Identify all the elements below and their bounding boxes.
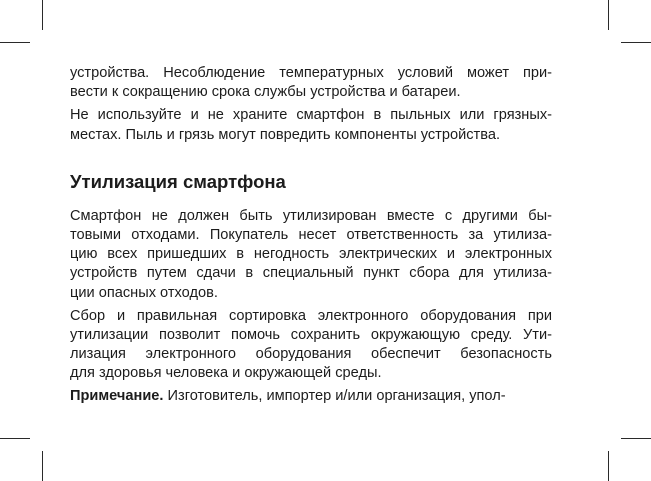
text-line: для здоровья человека и окружающей среды. (70, 365, 382, 382)
crop-mark-top-right-vertical (608, 0, 609, 30)
text-line: лизация электронного оборудования обеспечит безопасность (70, 346, 552, 363)
note-line (70, 387, 552, 406)
crop-mark-bottom-right-horizontal (621, 438, 651, 439)
text-line: Не используйте и не храните смартфон в пыльных или грязных- (70, 107, 552, 124)
text-line: вести к сокращению срока службы устройства и батареи. (70, 84, 461, 101)
paragraph-temperature-warning (70, 64, 552, 102)
text-line: местах. Пыль и грязь могут повредить компоненты устройства. (70, 126, 500, 143)
paragraph-disposal (70, 207, 552, 303)
section-heading: Утилизация смартфона (70, 170, 286, 192)
crop-mark-top-left-vertical (42, 0, 43, 30)
text-line: товыми отходами. Покупатель несет ответственность за утилиза- (70, 226, 552, 243)
paragraph-dust-warning (70, 106, 552, 144)
paragraph-note (70, 387, 552, 406)
text-line: устройств путем сдачи в специальный пункт сбора для утилиза- (70, 265, 552, 282)
crop-mark-bottom-right-vertical (608, 451, 609, 481)
text-line: Смартфон не должен быть утилизирован вместе с другими бы- (70, 207, 552, 224)
text-line: устройства. Несоблюдение температурных условий может при- (70, 65, 552, 81)
crop-mark-bottom-left-horizontal (0, 438, 30, 439)
crop-mark-top-right-horizontal (621, 42, 651, 43)
text-line: утилизации позволит помочь сохранить окружающую среду. Ути- (70, 326, 552, 343)
page-text (70, 64, 552, 411)
paragraph-recycling (70, 307, 552, 384)
note-text: Изготовитель, импортер и/или организация, упол- (163, 388, 506, 405)
text-line: цию всех пришедших в негодность электрических и электронных (70, 246, 552, 263)
crop-mark-top-left-horizontal (0, 42, 30, 43)
note-label: Примечание. (70, 388, 164, 405)
crop-mark-bottom-left-vertical (42, 451, 43, 481)
text-line: ции опасных отходов. (70, 284, 218, 301)
text-line: Сбор и правильная сортировка электронного оборудования при (70, 307, 552, 324)
